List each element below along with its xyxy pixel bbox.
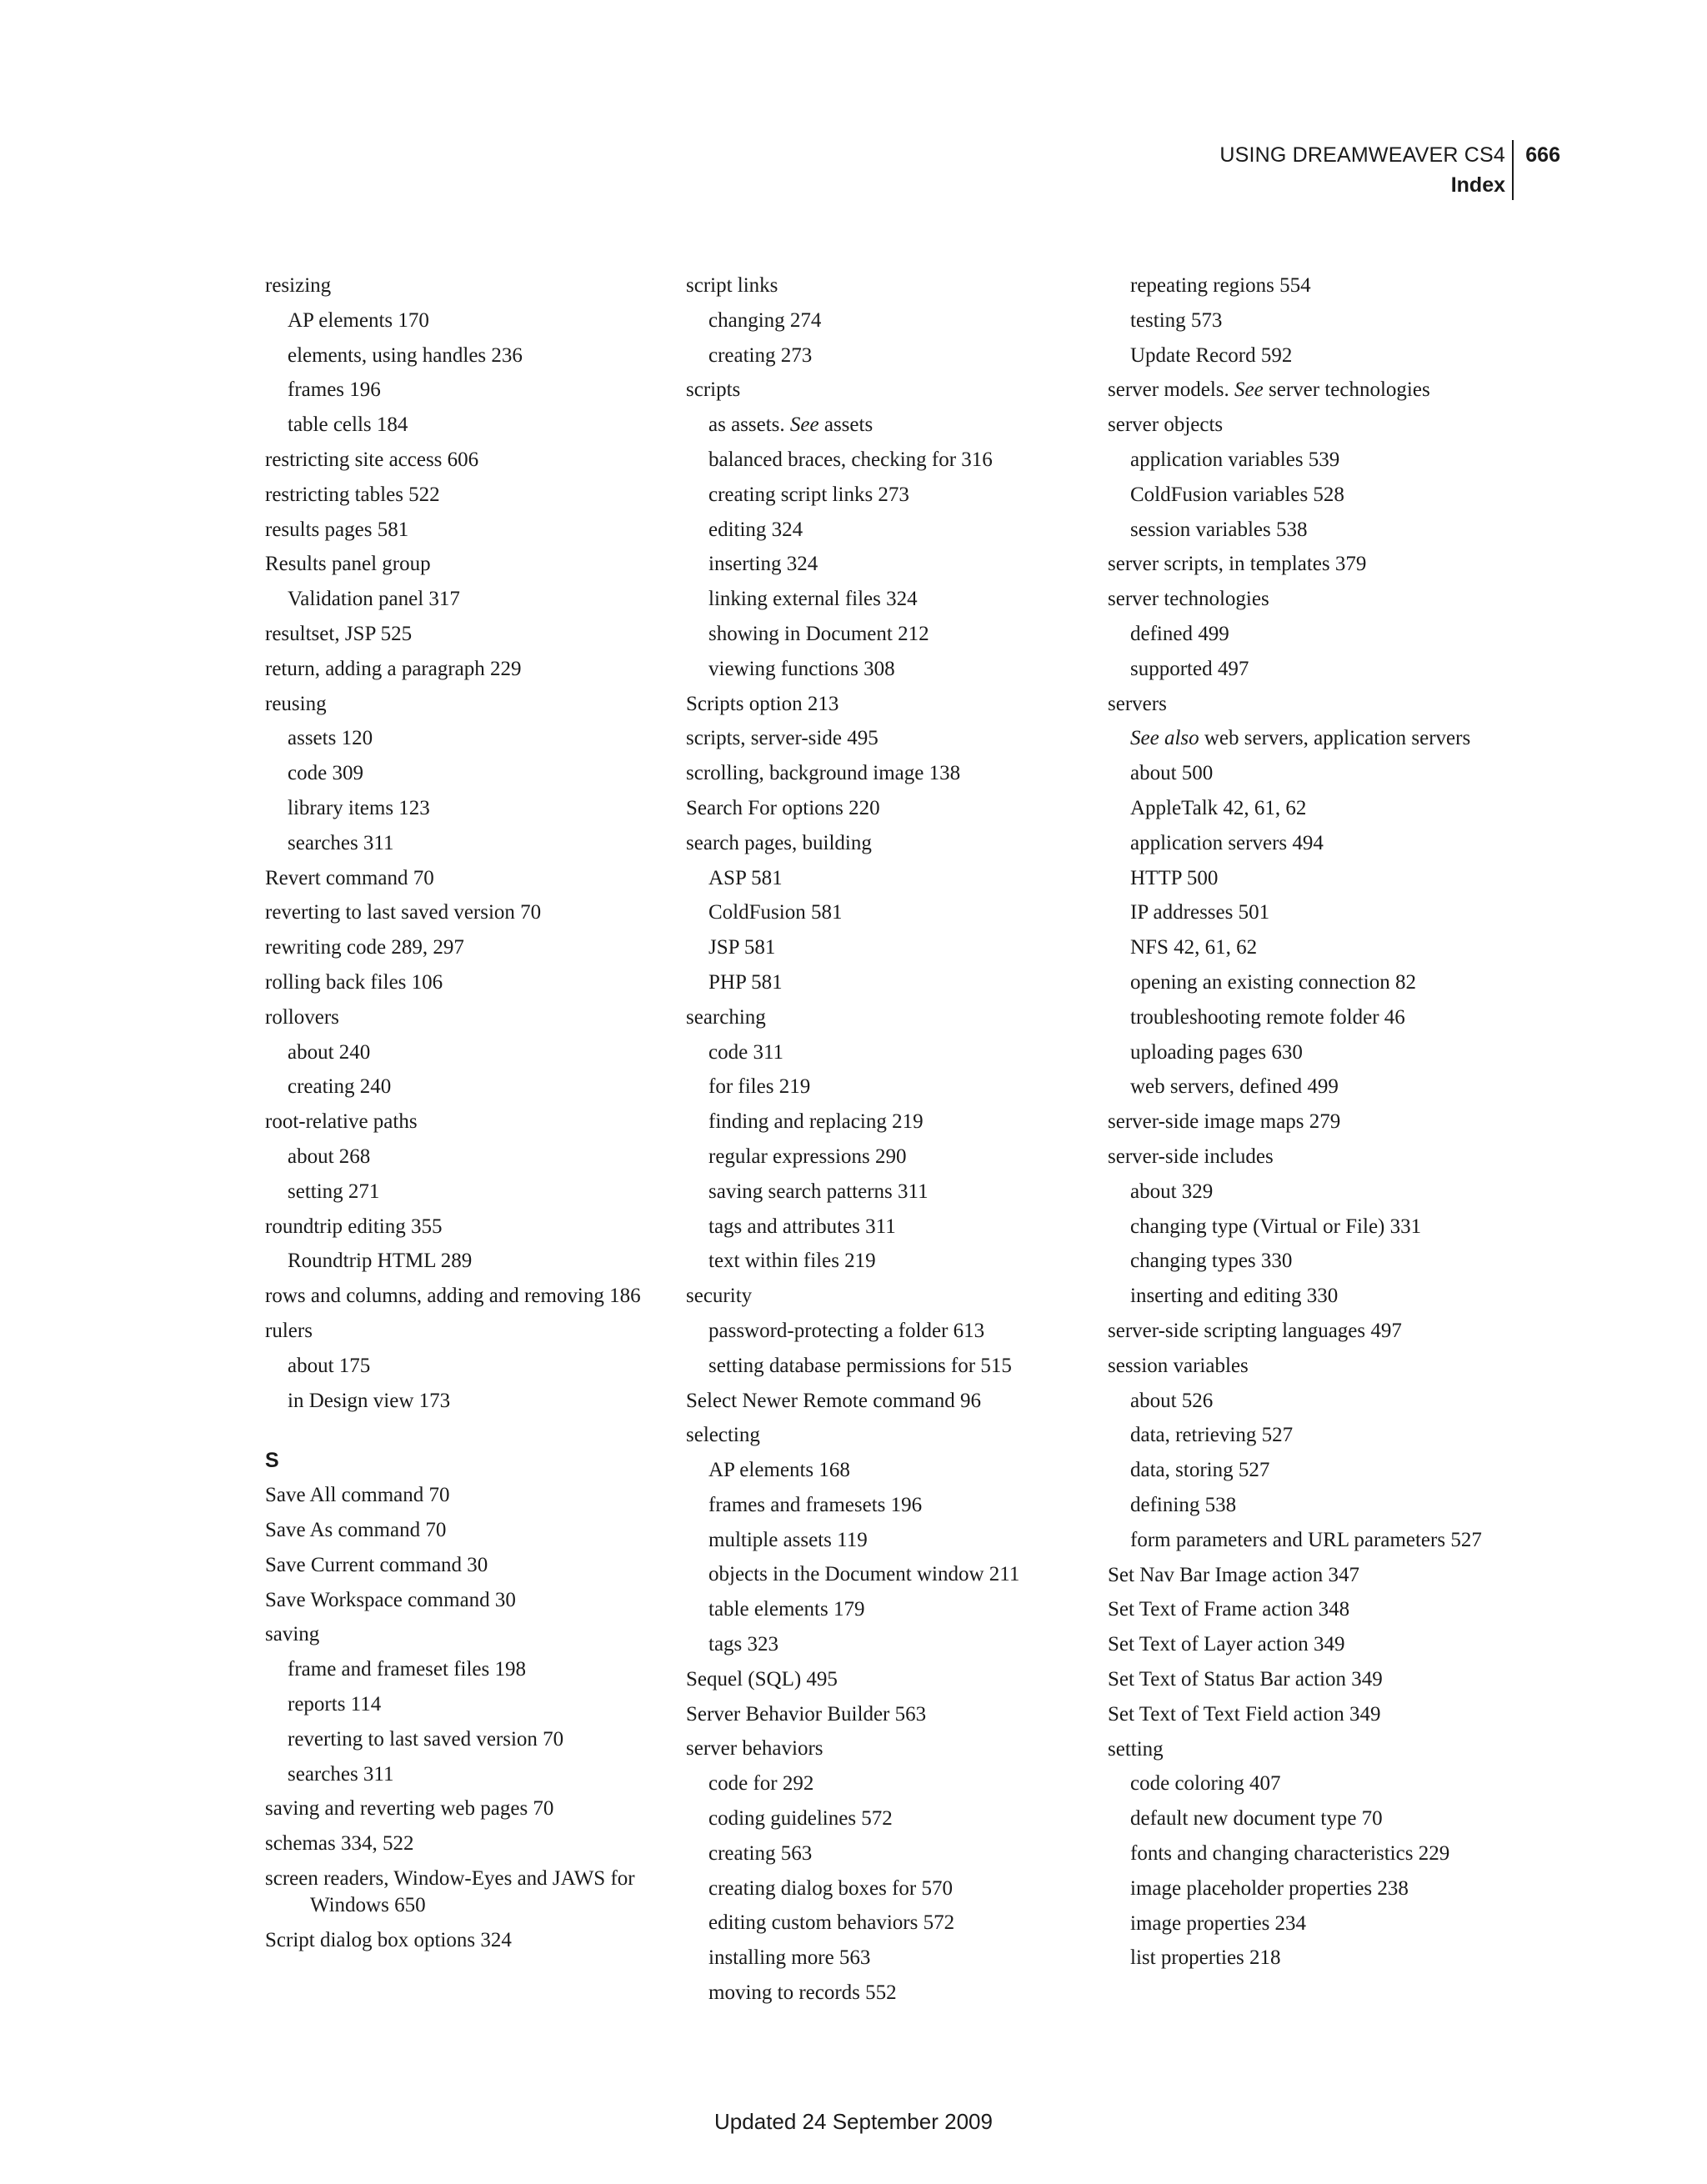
index-subentry: installing more 563 — [708, 1946, 871, 1970]
index-entry: resizing — [265, 274, 332, 297]
index-entry: session variables — [1108, 1354, 1249, 1377]
index-entry: saving and reverting web pages 70 — [265, 1797, 554, 1821]
section-letter: S — [265, 1448, 279, 1472]
index-subentry — [686, 408, 1086, 443]
index-entry: server-side image maps 279 — [1108, 1110, 1341, 1134]
index-entry: server scripts, in templates 379 — [1108, 553, 1367, 576]
index-entry: selecting — [686, 1424, 760, 1447]
index-entry: root-relative paths — [265, 1110, 418, 1134]
index-subentry: code 309 — [288, 762, 363, 785]
index-entry: reusing — [265, 692, 327, 715]
index-subentry: creating 273 — [708, 343, 813, 367]
index-subentry: tags 323 — [708, 1633, 779, 1656]
index-subentry: defining 538 — [1130, 1493, 1237, 1516]
index-subentry: creating dialog boxes for 570 — [708, 1876, 953, 1900]
index-subentry: for files 219 — [708, 1075, 811, 1099]
index-subentry: form parameters and URL parameters 527 — [1130, 1528, 1482, 1551]
index-entry: Scripts option 213 — [686, 692, 839, 715]
index-subentry: ColdFusion 581 — [708, 901, 843, 924]
index-subentry: balanced braces, checking for 316 — [708, 448, 993, 471]
index-entry: setting — [1108, 1737, 1164, 1761]
index-entry: servers — [1108, 692, 1167, 715]
index-subentry: tags and attributes 311 — [708, 1215, 896, 1238]
index-subentry: ASP 581 — [708, 866, 783, 889]
index-entry: screen readers, Window-Eyes and JAWS for Windows 650 — [265, 1867, 635, 1917]
index-subentry: password-protecting a folder 613 — [708, 1319, 985, 1342]
index-subentry: inserting and editing 330 — [1130, 1285, 1339, 1308]
index-subentry: library items 123 — [288, 796, 430, 819]
index-subentry: opening an existing connection 82 — [1130, 970, 1416, 994]
index-entry: reverting to last saved version 70 — [265, 901, 542, 924]
index-entry: rewriting code 289, 297 — [265, 936, 464, 959]
index-subentry: coding guidelines 572 — [708, 1807, 893, 1831]
entry-text: assets — [818, 413, 874, 437]
index-subentry: elements, using handles 236 — [288, 343, 523, 367]
index-subentry: about 526 — [1130, 1389, 1214, 1412]
index-subentry: ColdFusion variables 528 — [1130, 483, 1344, 506]
index-entry: server-side includes — [1108, 1145, 1274, 1168]
index-subentry: list properties 218 — [1130, 1946, 1281, 1970]
see-reference: See — [789, 413, 819, 437]
index-entry: Set Text of Layer action 349 — [1108, 1633, 1345, 1656]
index-entry: security — [686, 1285, 753, 1308]
index-subentry: Validation panel 317 — [288, 588, 460, 611]
index-subentry: AppleTalk 42, 61, 62 — [1130, 796, 1307, 819]
index-entry: roundtrip editing 355 — [265, 1215, 443, 1238]
index-subentry: NFS 42, 61, 62 — [1130, 936, 1258, 959]
index-entry: Set Nav Bar Image action 347 — [1108, 1563, 1359, 1586]
index-subentry: default new document type 70 — [1130, 1807, 1383, 1831]
index-entry: Save Workspace command 30 — [265, 1588, 516, 1611]
index-subentry: changing types 330 — [1130, 1250, 1293, 1273]
index-subentry: setting database permissions for 515 — [708, 1354, 1012, 1377]
index-entry: server technologies — [1108, 588, 1269, 611]
section-title: Index — [1450, 173, 1505, 197]
index-subentry: reports 114 — [288, 1693, 382, 1716]
index-subentry: fonts and changing characteristics 229 — [1130, 1842, 1450, 1866]
index-subentry: setting 271 — [288, 1180, 380, 1203]
index-entry: Set Text of Frame action 348 — [1108, 1598, 1350, 1621]
index-subentry — [1108, 721, 1524, 756]
index-subentry: AP elements 170 — [288, 308, 429, 332]
index-entry: rows and columns, adding and removing 186 — [265, 1285, 641, 1308]
index-subentry: application variables 539 — [1130, 448, 1340, 471]
index-subentry: searches 311 — [288, 831, 394, 854]
index-subentry: PHP 581 — [708, 970, 783, 994]
index-entry: server objects — [1108, 413, 1224, 437]
index-entry: scripts, server-side 495 — [686, 727, 879, 750]
index-subentry: multiple assets 119 — [708, 1528, 868, 1551]
index-entry: rulers — [265, 1320, 313, 1343]
index-entry: Set Text of Text Field action 349 — [1108, 1702, 1381, 1726]
index-entry: Sequel (SQL) 495 — [686, 1667, 838, 1691]
index-subentry: creating 563 — [708, 1841, 813, 1865]
index-entry: searching — [686, 1005, 766, 1029]
index-subentry: editing custom behaviors 572 — [708, 1911, 955, 1935]
index-subentry: assets 120 — [288, 727, 373, 750]
footer-updated-date: Updated 24 September 2009 — [714, 2109, 993, 2134]
entry-text: server technologies — [1263, 378, 1430, 402]
index-subentry: image placeholder properties 238 — [1130, 1876, 1409, 1900]
see-reference: See also — [1130, 727, 1199, 750]
index-subentry: supported 497 — [1130, 657, 1249, 680]
index-subentry: showing in Document 212 — [708, 622, 929, 645]
index-subentry: image properties 234 — [1130, 1911, 1307, 1935]
see-reference: See — [1234, 378, 1264, 402]
index-subentry: data, storing 527 — [1130, 1459, 1270, 1482]
index-subentry: inserting 324 — [708, 553, 818, 576]
index-entry: schemas 334, 522 — [265, 1832, 414, 1856]
header-divider — [1512, 140, 1514, 200]
index-subentry: defined 499 — [1130, 622, 1229, 645]
index-subentry: about 268 — [288, 1145, 371, 1168]
index-entry: Select Newer Remote command 96 — [686, 1389, 982, 1412]
index-entry: Script dialog box options 324 — [265, 1929, 512, 1952]
index-entry: search pages, building — [686, 831, 872, 854]
index-entry: results pages 581 — [265, 518, 409, 541]
index-subentry: about 500 — [1130, 762, 1214, 785]
index-subentry: creating 240 — [288, 1075, 392, 1099]
index-subentry: objects in the Document window 211 — [708, 1563, 1020, 1586]
index-entry: Results panel group — [265, 553, 431, 576]
index-entry: scrolling, background image 138 — [686, 762, 961, 785]
index-subentry: saving search patterns 311 — [708, 1180, 929, 1203]
index-column-1 — [265, 268, 665, 1958]
index-subentry: table cells 184 — [288, 413, 408, 437]
index-subentry: uploading pages 630 — [1130, 1040, 1303, 1064]
index-subentry: changing type (Virtual or File) 331 — [1130, 1215, 1422, 1238]
index-entry: restricting tables 522 — [265, 483, 440, 506]
index-column-2 — [686, 268, 1086, 2011]
index-subentry: about 329 — [1130, 1180, 1214, 1203]
entry-text: server models. — [1108, 378, 1235, 402]
entry-text: as assets. — [708, 413, 790, 437]
index-entry: rollovers — [265, 1005, 339, 1029]
index-subentry: repeating regions 554 — [1130, 274, 1311, 297]
index-subentry: HTTP 500 — [1130, 866, 1219, 889]
index-subentry: text within files 219 — [708, 1250, 876, 1273]
index-subentry: editing 324 — [708, 518, 803, 541]
index-entry: script links — [686, 274, 778, 297]
index-subentry: linking external files 324 — [708, 588, 918, 611]
index-subentry: Roundtrip HTML 289 — [288, 1250, 473, 1273]
index-subentry: reverting to last saved version 70 — [288, 1727, 564, 1751]
index-entry — [1108, 373, 1524, 408]
index-column-3 — [1108, 268, 1524, 1976]
index-subentry: code for 292 — [708, 1772, 814, 1796]
index-entry: resultset, JSP 525 — [265, 622, 413, 645]
index-subentry: regular expressions 290 — [708, 1145, 907, 1168]
index-subentry: troubleshooting remote folder 46 — [1130, 1005, 1405, 1029]
index-subentry: code coloring 407 — [1130, 1772, 1281, 1796]
index-subentry: Update Record 592 — [1130, 343, 1293, 367]
index-subentry: table elements 179 — [708, 1598, 865, 1621]
index-subentry: moving to records 552 — [708, 1981, 897, 2005]
index-entry: Save As command 70 — [265, 1519, 447, 1542]
header-text — [1219, 140, 1505, 200]
index-entry: return, adding a paragraph 229 — [265, 657, 522, 680]
index-subentry: web servers, defined 499 — [1130, 1075, 1339, 1099]
index-subentry: searches 311 — [288, 1762, 394, 1786]
running-header — [894, 140, 1560, 200]
index-subentry: creating script links 273 — [708, 483, 909, 506]
index-subentry: AP elements 168 — [708, 1459, 850, 1482]
index-entry: Set Text of Status Bar action 349 — [1108, 1668, 1383, 1691]
index-subentry: session variables 538 — [1130, 518, 1308, 541]
index-subentry: changing 274 — [708, 308, 822, 332]
index-subentry: frames 196 — [288, 378, 381, 402]
index-entry: Save All command 70 — [265, 1484, 450, 1507]
index-subentry: testing 573 — [1130, 308, 1223, 332]
entry-text: web servers, application servers — [1199, 727, 1471, 750]
index-subentry: code 311 — [708, 1040, 784, 1064]
index-entry: server-side scripting languages 497 — [1108, 1319, 1402, 1342]
index-entry: restricting site access 606 — [265, 448, 479, 471]
index-subentry: IP addresses 501 — [1130, 901, 1270, 924]
index-subentry: finding and replacing 219 — [708, 1110, 924, 1134]
index-entry: scripts — [686, 378, 741, 402]
index-entry: server behaviors — [686, 1737, 823, 1761]
index-entry: rolling back files 106 — [265, 970, 443, 994]
index-subentry: about 175 — [288, 1354, 371, 1377]
index-subentry: frame and frameset files 198 — [288, 1658, 526, 1681]
index-subentry: data, retrieving 527 — [1130, 1424, 1294, 1447]
index-subentry: application servers 494 — [1130, 831, 1324, 854]
index-subentry: viewing functions 308 — [708, 657, 895, 680]
index-entry: Save Current command 30 — [265, 1553, 488, 1576]
index-subentry: about 240 — [288, 1040, 371, 1064]
index-entry: Server Behavior Builder 563 — [686, 1702, 927, 1726]
index-entry: Search For options 220 — [686, 796, 880, 819]
index-subentry: in Design view 173 — [288, 1389, 451, 1412]
index-entry: saving — [265, 1623, 320, 1646]
index-entry: Revert command 70 — [265, 866, 434, 889]
page-number: 666 — [1525, 143, 1560, 167]
book-title: USING DREAMWEAVER CS4 — [1219, 143, 1505, 167]
index-subentry: JSP 581 — [708, 936, 776, 959]
index-subentry: frames and framesets 196 — [708, 1493, 923, 1516]
